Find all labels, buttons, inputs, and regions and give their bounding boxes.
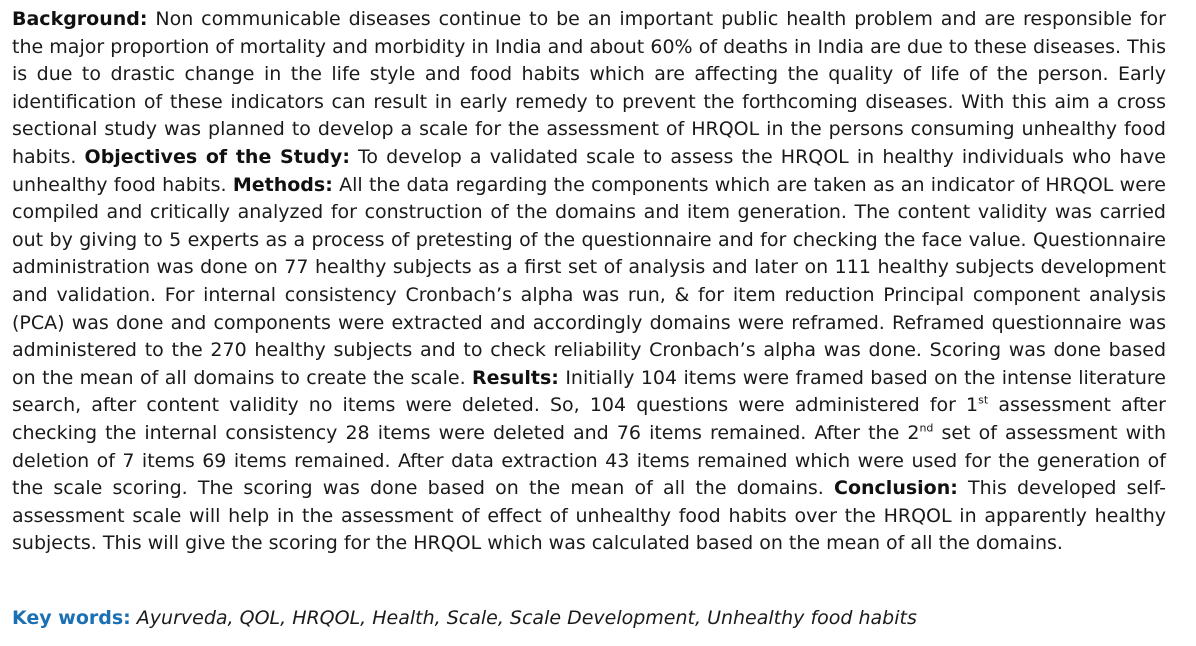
objectives-text: To develop a validated scale to assess the HRQOL in healthy individuals who have unhealthy food habits. — [12, 145, 1166, 196]
results-text-3: set of assessment with deletion of 7 items 69 items remained. After data extraction 43 items remained which were used for the generation of the scale scoring. The scoring was done based on the mean of all the domains. — [12, 421, 1166, 500]
keywords-label: Key words: — [12, 607, 131, 629]
results-heading: Results: — [472, 366, 559, 389]
methods-heading: Methods: — [232, 173, 333, 196]
results-text-1: Initially 104 items were framed based on the intense literature search, after content validity no items were deleted. So, 104 questions were administered for 1 — [12, 366, 1166, 417]
background-heading: Background: — [12, 8, 148, 30]
objectives-heading: Objectives of the Study: — [84, 145, 350, 168]
conclusion-text: This developed self-assessment scale will help in the assessment of effect of unhealthy food habits over the HRQOL in apparently healthy subjects. This will give the scoring for the HRQOL which was calculated based on the mean of all the domains. — [12, 477, 1166, 555]
keywords-line — [12, 604, 1166, 632]
background-text: Non communicable diseases continue to be an important public health problem and are responsible for the major proportion of mortality and morbidity in India and about 60% of deaths in India are due to these diseases. This is due to drastic change in the life style and food habits which are affecting the quality of life of the person. Early identification of these indicators can result in early remedy to prevent the forthcoming diseases. With this aim a cross sectional study was planned to develop a scale for the assessment of HRQOL in the persons consuming unhealthy food habits. — [12, 8, 1166, 168]
results-superscript-2: nd — [919, 421, 934, 435]
conclusion-heading: Conclusion: — [834, 477, 958, 500]
results-superscript-1: st — [978, 393, 989, 407]
abstract-paragraph — [12, 6, 1166, 558]
keywords-list: Ayurveda, QOL, HRQOL, Health, Scale, Scale Development, Unhealthy food habits — [130, 607, 917, 629]
methods-text: All the data regarding the components which are taken as an indicator of HRQOL were compiled and critically analyzed for construction of the domains and item generation. The content validity was carried out by giving to 5 experts as a process of pretesting of the questionnaire and for checking the face value. Questionnaire administration was done on 77 healthy subjects as a first set of analysis and later on 111 healthy subjects development and validation. For internal consistency Cronbach’s alpha was run, & for item reduction Principal component analysis (PCA) was done and components were extracted and accordingly domains were reframed. Reframed questionnaire was administered to the 270 healthy subjects and to check reliability Cronbach’s alpha was done. Scoring was done based on the mean of all domains to create the scale. — [12, 173, 1166, 389]
results-text-2: assessment after checking the internal consistency 28 items were deleted and 76 items remained. After the 2 — [12, 394, 1166, 444]
